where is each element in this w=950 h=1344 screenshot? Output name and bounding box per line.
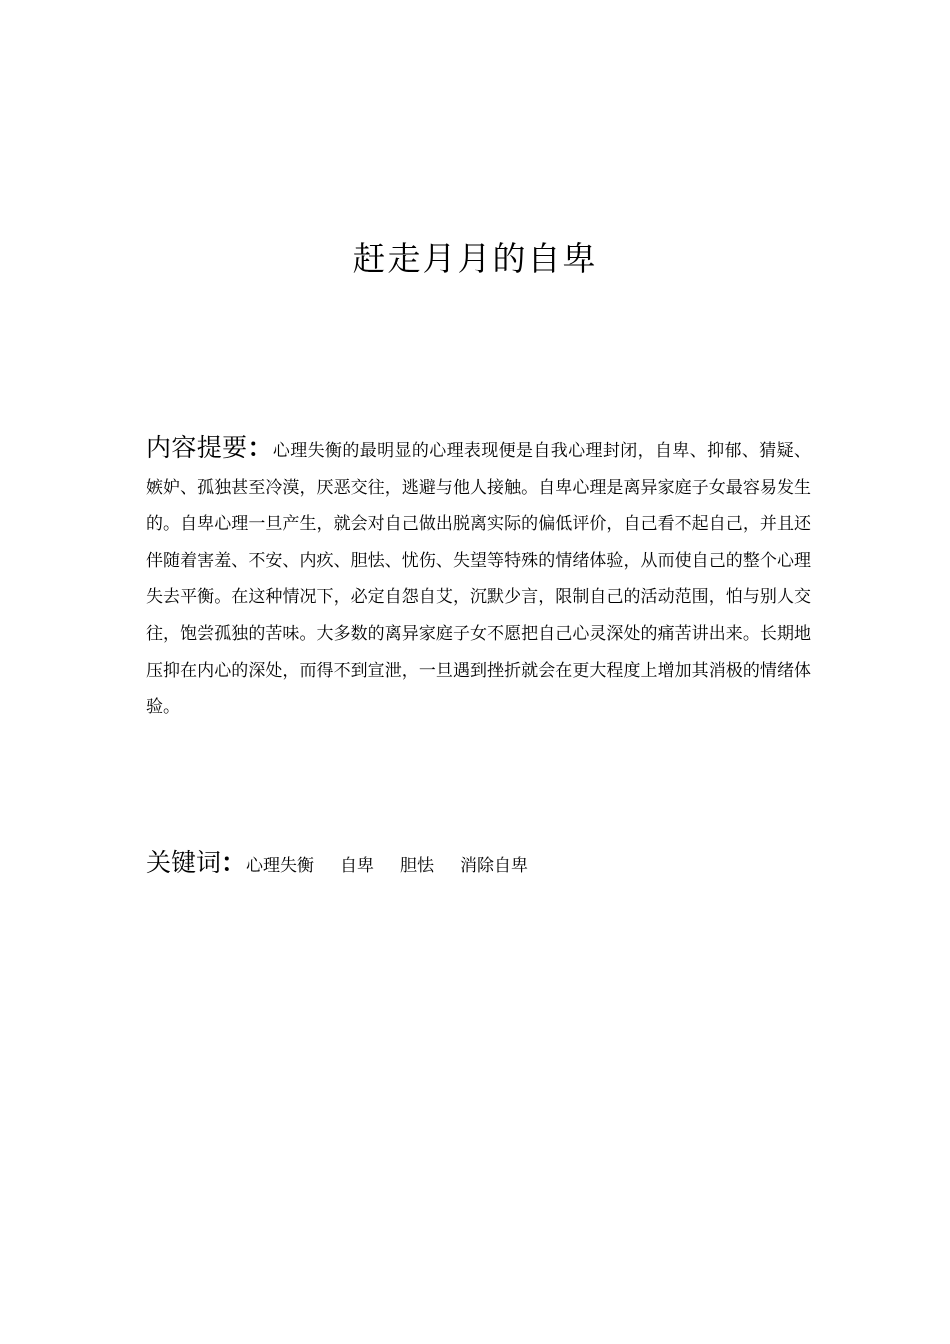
keywords-label-text: 关键词 bbox=[146, 848, 222, 877]
page-title: 赶走月月的自卑 bbox=[352, 239, 598, 278]
keyword-item: 胆怯 bbox=[400, 856, 435, 876]
keyword-item: 自卑 bbox=[340, 856, 375, 876]
abstract-paragraph bbox=[146, 430, 811, 726]
abstract-text: 心理失衡的最明显的心理表现便是自我心理封闭，自卑、抑郁、猜疑、嫉妒、孤独甚至冷漠，厌恶交往，逃避与他人接触。自卑心理是离异家庭子女最容易发生的。自卑心理一旦产生，就会对自己做出脱离实际的偏低评价，自己看不起自己，并且还伴随着害羞、不安、内疚、胆怯、忧伤、失望等特殊的情绪体验，从而使自己的整个心理失去平衡。在这种情况下，必定自怨自艾，沉默少言，限制自己的活动范围，怕与别人交往，饱尝孤独的苦味。大多数的离异家庭子女不愿把自己心灵深处的痛苦讲出来。长期地压抑在内心的深处，而得不到宣泄，一旦遇到挫折就会在更大程度上增加其消极的情绪体验。 bbox=[146, 441, 811, 718]
abstract-label-text: 内容提要 bbox=[146, 433, 248, 462]
keyword-item: 心理失衡 bbox=[246, 856, 315, 876]
abstract-section bbox=[146, 430, 811, 726]
keywords-label-colon: ： bbox=[221, 848, 247, 877]
keyword-item: 消除自卑 bbox=[460, 856, 529, 876]
keywords-label bbox=[146, 848, 246, 877]
abstract-label-colon: ： bbox=[247, 433, 273, 462]
abstract-label bbox=[146, 433, 273, 462]
keywords-section bbox=[146, 843, 811, 886]
